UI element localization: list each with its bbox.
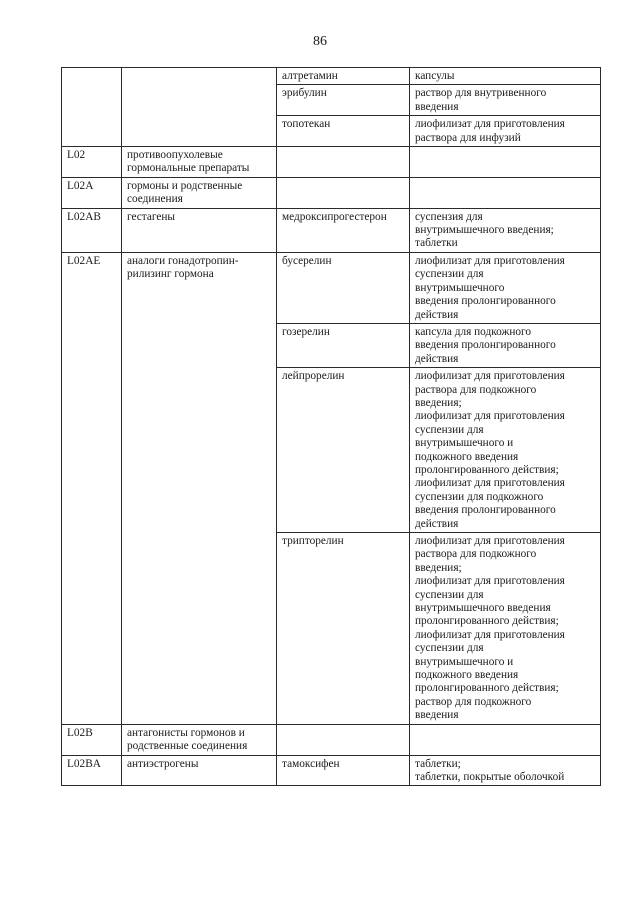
drug-name-cell bbox=[277, 177, 410, 208]
drug-name-cell: медроксипрогестерон bbox=[277, 208, 410, 252]
table-row bbox=[62, 208, 601, 252]
drug-name-cell: эрибулин bbox=[277, 85, 410, 116]
drug-name-cell bbox=[277, 724, 410, 755]
dosage-form-cell: лиофилизат для приготовления суспензии для внутримышечного введения пролонгированного действия bbox=[410, 252, 601, 323]
group-name-cell: антиэстрогены bbox=[122, 755, 277, 786]
drug-name-cell: топотекан bbox=[277, 116, 410, 147]
dosage-form-cell: капсула для подкожного введения пролонгированного действия bbox=[410, 323, 601, 367]
group-name-cell: антагонисты гормонов и родственные соединения bbox=[122, 724, 277, 755]
drug-name-cell: тамоксифен bbox=[277, 755, 410, 786]
atc-code-cell: L02BA bbox=[62, 755, 122, 786]
drug-name-cell: алтретамин bbox=[277, 68, 410, 85]
dosage-form-cell: лиофилизат для приготовления раствора для инфузий bbox=[410, 116, 601, 147]
atc-code-cell: L02B bbox=[62, 724, 122, 755]
table-row bbox=[62, 177, 601, 208]
group-name-cell bbox=[122, 68, 277, 147]
drug-name-cell: бусерелин bbox=[277, 252, 410, 323]
drug-name-cell: лейпрорелин bbox=[277, 368, 410, 533]
table-row bbox=[62, 68, 601, 85]
dosage-form-cell bbox=[410, 724, 601, 755]
drug-table bbox=[61, 67, 601, 786]
atc-code-cell: L02 bbox=[62, 147, 122, 178]
group-name-cell: аналоги гонадотропин- рилизинг гормона bbox=[122, 252, 277, 724]
dosage-form-cell: лиофилизат для приготовления раствора для подкожного введения; лиофилизат для приготовления суспензии для внутримышечного введения пролонгированного действия; лиофилизат для приготовления суспензии для внутримышечного и подкожного введения пролонгированного действия; раствор для подкожного введения bbox=[410, 533, 601, 725]
dosage-form-cell: лиофилизат для приготовления раствора для подкожного введения; лиофилизат для приготовления суспензии для внутримышечного и подкожного введения пролонгированного действия; лиофилизат для приготовления суспензии для подкожного введения пролонгированного действия bbox=[410, 368, 601, 533]
table-row bbox=[62, 724, 601, 755]
table-row bbox=[62, 147, 601, 178]
drug-name-cell: трипторелин bbox=[277, 533, 410, 725]
dosage-form-cell: капсулы bbox=[410, 68, 601, 85]
page-number: 86 bbox=[313, 34, 327, 49]
dosage-form-cell: таблетки; таблетки, покрытые оболочкой bbox=[410, 755, 601, 786]
group-name-cell: гестагены bbox=[122, 208, 277, 252]
group-name-cell: противоопухолевые гормональные препараты bbox=[122, 147, 277, 178]
atc-code-cell: L02A bbox=[62, 177, 122, 208]
dosage-form-cell bbox=[410, 177, 601, 208]
drug-name-cell: гозерелин bbox=[277, 323, 410, 367]
dosage-form-cell bbox=[410, 147, 601, 178]
group-name-cell: гормоны и родственные соединения bbox=[122, 177, 277, 208]
drug-name-cell bbox=[277, 147, 410, 178]
atc-code-cell bbox=[62, 68, 122, 147]
table-row bbox=[62, 755, 601, 786]
table-row bbox=[62, 252, 601, 323]
dosage-form-cell: суспензия для внутримышечного введения; таблетки bbox=[410, 208, 601, 252]
atc-code-cell: L02AB bbox=[62, 208, 122, 252]
atc-code-cell: L02AE bbox=[62, 252, 122, 724]
dosage-form-cell: раствор для внутривенного введения bbox=[410, 85, 601, 116]
